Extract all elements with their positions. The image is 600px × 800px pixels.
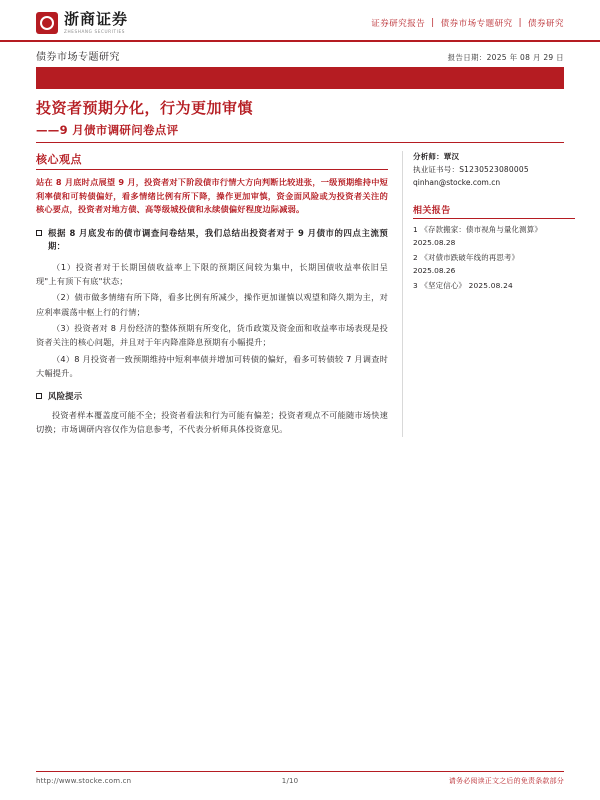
analyst-block <box>413 151 575 189</box>
list-item: （4）8 月投资者一致预期维持中短利率债并增加可转债的偏好，看多可转债较 7 月调查时大幅提升。 <box>36 353 388 379</box>
page-subtitle: ——9 月债市调研问卷点评 <box>36 123 179 138</box>
logo-text <box>64 12 128 34</box>
bullet-heading-row <box>36 227 388 254</box>
report-meta-band <box>0 42 600 65</box>
list-item[interactable] <box>413 252 575 263</box>
related-index: 3 <box>413 281 418 291</box>
risk-body-text: 投资者样本覆盖度可能不全；投资者看法和行为可能有偏差；投资者观点不可能随市场快速切换；市场调研内容仅作为信息参考，不代表分析师具体投资意见。 <box>36 409 388 435</box>
page-number: 1/10 <box>281 777 299 785</box>
related-reports-divider <box>413 218 575 219</box>
list-item[interactable] <box>413 224 575 235</box>
list-item: （1）投资者对于长期国债收益率上下限的预期区间较为集中，长期国债收益率依旧呈现"上有顶下有底"状态； <box>36 261 388 286</box>
logo-icon <box>36 12 58 34</box>
risk-heading-row <box>36 390 388 403</box>
related-date: 2025.08.24 <box>468 281 513 291</box>
analyst-name: 分析师：覃汉 <box>413 152 460 162</box>
related-date: 2025.08.28 <box>413 237 456 247</box>
square-bullet-icon <box>36 393 42 399</box>
footer-disclaimer: 请务必阅读正文之后的免责条款部分 <box>448 777 564 785</box>
footer-row <box>36 776 564 786</box>
breadcrumb-separator-0: | <box>431 18 435 29</box>
page-title: 投资者预期分化，行为更加审慎 <box>36 99 254 118</box>
points-list <box>36 260 388 381</box>
title-block <box>0 89 600 143</box>
analyst-license: 执业证书号：S1230523080005 <box>413 164 529 174</box>
breadcrumb-item-2: 债券研究 <box>527 19 564 30</box>
related-title: 《坚定信心》 <box>420 281 467 291</box>
related-index: 1 <box>413 225 418 235</box>
related-title: 《存款搬家：债市视角与量化测算》 <box>420 225 542 235</box>
core-view-divider <box>36 169 388 170</box>
lead-paragraph: 站在 8 月底时点展望 9 月，投资者对下阶段债市行情大方向判断比较进张，一级预期维持中短利率债和可转债偏好，看多情绪比例有所下降，操作更加审慎，资金面风险或为投资者关注的核心要点，投资者对地方债、高等级城投债和永续债偏好程度边际减弱。 <box>36 177 388 215</box>
content-area <box>0 143 600 436</box>
square-bullet-icon <box>36 230 42 236</box>
footer-url[interactable]: http://www.stocke.com.cn <box>36 777 132 785</box>
report-category: 债券市场专题研究 <box>36 52 120 64</box>
related-date: 2025.08.26 <box>413 265 456 275</box>
breadcrumb-item-1: 债券市场专题研究 <box>440 19 513 30</box>
breadcrumb-item-0: 证券研究报告 <box>371 19 426 30</box>
bullet-heading-text: 根据 8 月底发布的债市调查问卷结果，我们总结出投资者对于 9 月债市的四点主流预期： <box>48 227 388 252</box>
logo-name-en: ZHESHANG SECURITIES <box>64 28 125 34</box>
list-item[interactable] <box>413 280 575 291</box>
report-date: 报告日期：2025 年 08 月 29 日 <box>447 53 564 63</box>
masthead <box>0 0 600 42</box>
related-reports-heading: 相关报告 <box>413 206 451 217</box>
list-item: （3）投资者对 8 月份经济的整体预期有所变化，货币政策及资金面和收益率市场表现是投资者关注的核心问题，并且对于年内降准降息预期有小幅提升； <box>36 323 388 348</box>
main-column <box>36 151 388 436</box>
related-reports-block <box>413 203 575 291</box>
core-view-heading: 核心观点 <box>36 153 82 167</box>
list-item: （2）债市做多情绪有所下降，看多比例有所减少，操作更加谨慎以观望和降久期为主，对应利率震荡中枢上行的行情； <box>36 292 388 317</box>
related-title: 《对债市跌破年线的再思考》 <box>420 253 520 263</box>
page-footer <box>36 771 564 786</box>
brand-logo <box>36 12 128 34</box>
footer-divider <box>36 771 564 772</box>
header-breadcrumb <box>371 17 564 29</box>
risk-heading-text: 风险提示 <box>48 391 83 402</box>
sidebar-column <box>402 151 575 436</box>
analyst-email[interactable]: qinhan@stocke.com.cn <box>413 177 501 187</box>
related-index: 2 <box>413 253 418 263</box>
title-accent-bar <box>36 67 564 89</box>
breadcrumb-separator-1: | <box>518 18 522 29</box>
logo-name-cn: 浙商证券 <box>64 10 129 28</box>
